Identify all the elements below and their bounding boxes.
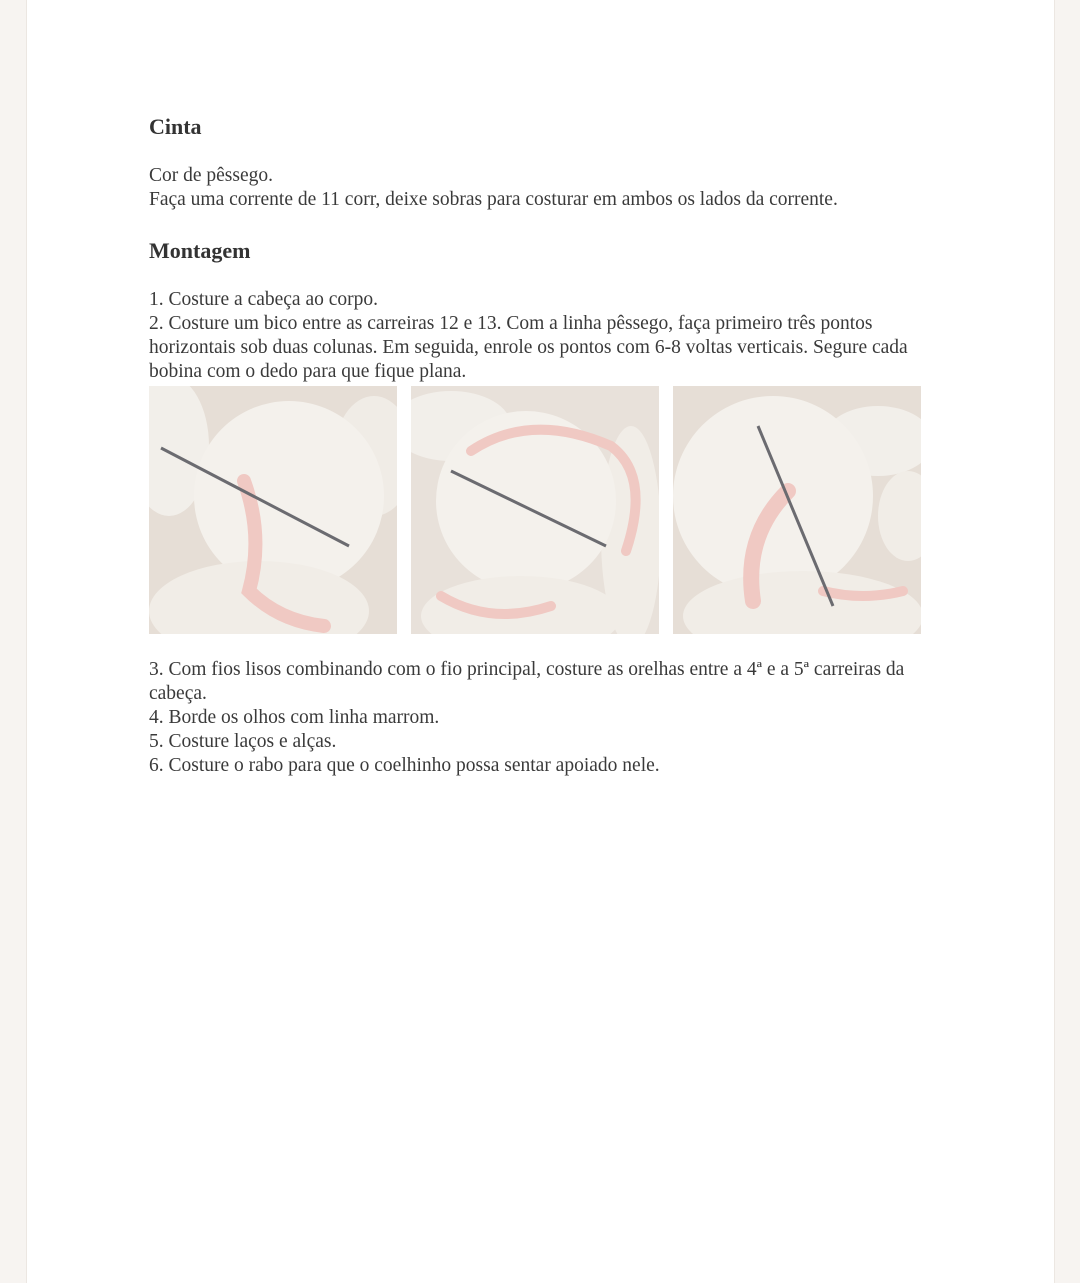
cinta-line-1: Cor de pêssego.	[149, 165, 274, 186]
montagem-step-5: 5. Costure laços e alças.	[149, 731, 337, 752]
montagem-step-6: 6. Costure o rabo para que o coelhinho possa sentar apoiado nele.	[149, 755, 660, 776]
section-title-montagem: Montagem	[149, 238, 251, 263]
crochet-bunny-needle-photo-2-icon	[411, 386, 659, 634]
crochet-bunny-needle-photo-1-icon	[149, 386, 397, 634]
montagem-step-1: 1. Costure a cabeça ao corpo.	[149, 289, 379, 310]
document-page	[26, 0, 1055, 1283]
crochet-bunny-needle-photo-3-icon	[673, 386, 921, 634]
montagem-step-2: 2. Costure um bico entre as carreiras 12 e 13. Com a linha pêssego, faça primeiro três pontos horizontais sob duas colunas. Em seguida, enrole os pontos com 6-8 voltas verticais. Segure cada bobina com o dedo para que fique plana.	[149, 313, 908, 382]
section-title-cinta: Cinta	[149, 114, 202, 139]
montagem-step-4: 4. Borde os olhos com linha marrom.	[149, 707, 440, 728]
crochet-photo-3	[673, 386, 921, 634]
montagem-step-3: 3. Com fios lisos combinando com o fio principal, costure as orelhas entre a 4ª e a 5ª carreiras da cabeça.	[149, 659, 905, 704]
document-content	[149, 112, 939, 778]
crochet-photo-1	[149, 386, 397, 634]
photo-row	[149, 386, 939, 634]
cinta-line-2: Faça uma corrente de 11 corr, deixe sobras para costurar em ambos os lados da corrente.	[149, 189, 838, 210]
crochet-photo-2	[411, 386, 659, 634]
